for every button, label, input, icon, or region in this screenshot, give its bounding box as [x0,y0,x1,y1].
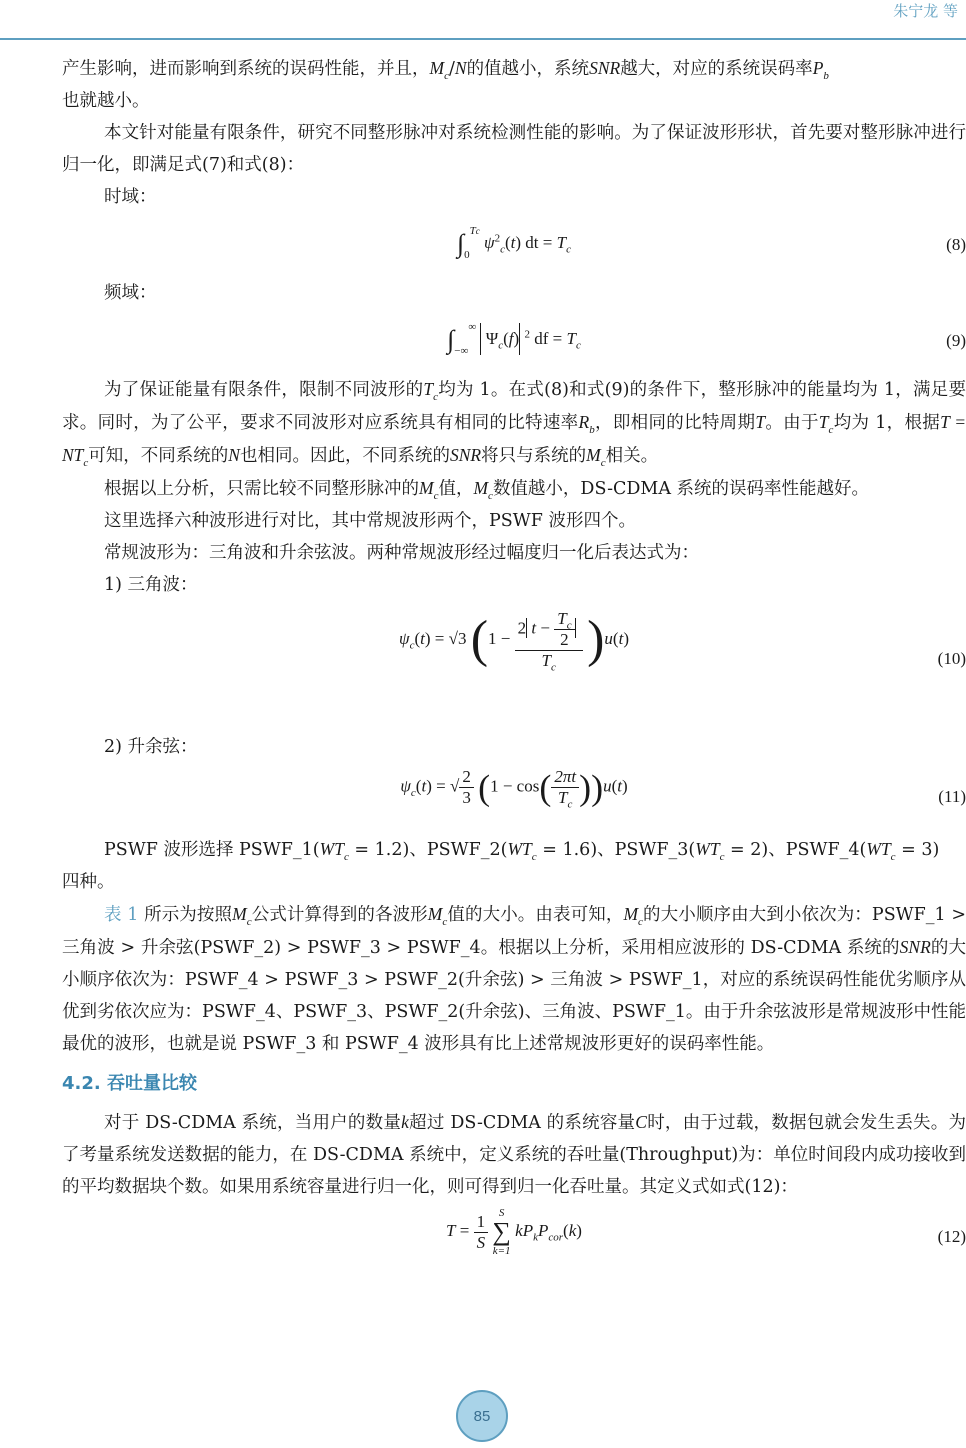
paragraph-6: 常规波形为：三角波和升余弦波。两种常规波形经过幅度归一化后表达式为： [104,543,699,563]
equation-8: $\int_0^{Tc}$ $\psi^2_c(t)$ dt = $T_c$ (8) [457,225,966,261]
equation-9: $\int_{-\infty}^\infty$ $\Psi_c(f)$ $^2$ df = $T_c$ (9) [447,321,966,357]
paragraph-1: 产生影响，进而影响到系统的误码性能，并且，$M_c/N$的值越小，系统SNR越大，对应的系统误码率$P_b$ 也就越小。 [62,58,829,111]
list-item-raised-cosine: 2) 升余弦： [104,737,198,757]
paragraph-9: 对于 DS-CDMA 系统，当用户的数量k超过 DS-CDMA 的系统容量C时，由于过载，数据包就会发生丢失。为了考量系统发送数据的能力，在 DS-CDMA 系统中，定义系统的吞吐量(Throughput)为：单位时间段内成功接收到的平均数据块个数。如果用系统容量进行归一化，则可得到归一化吞吐量。其定义式如式(12)： [62,1112,966,1197]
equation-10: $\psi_c(t) = √3$ (1 − 2 t − $\frac{T_c}{2}$ $T_c$ )u(t) (10) [399,609,966,674]
paragraph-2: 本文针对能量有限条件，研究不同整形脉冲对系统检测性能的影响。为了保证波形形状，首先要对整形脉冲进行归一化，即满足式(7)和式(8)： [62,123,966,175]
equation-11: $\psi_c(t)$ = √ $\frac{2}{3}$ (1 − cos( $\frac{2\pi t}{T_c}$ ))u(t) (11) [400,767,966,811]
list-item-triangle: 1) 三角波： [104,575,198,595]
freq-domain-label: 频域： [104,283,157,303]
equation-12: T = $\frac{1}{S}$ S ∑ k=1 $kP_kP_{cor}(k)$ (12) [446,1207,966,1257]
table-1-link[interactable]: 表 1 [104,905,139,925]
paragraph-8: 表 1 所示为按照$M_c$公式计算得到的各波形$M_c$值的大小。由表可知，$M_c$的大小顺序由大到小依次为：PSWF_1 > 三角波 > 升余弦(PSWF_2) > PSWF_3 > PSWF_4。根据以上分析，采用相应波形的 DS-CDMA 系统的SNR的大小顺序依次为：PSWF_4 > PSWF_3 > PSWF_2(升余弦) > 三角波 > PSWF_1，对应的系统误码性能优劣顺序从优到劣依次应为：PSWF_4、PSWF_3、PSWF_2(升余弦)、三角波、PSWF_1。由于升余弦波形是常规波形中性能最优的波形，也就是说 PSWF_3 和 PSWF_4 波形具有比上述常规波形更好的误码率性能。 [62,904,966,1054]
header-rule [0,38,966,40]
header-author: 朱宁龙 等 [893,2,958,20]
paragraph-3: 为了保证能量有限条件，限制不同波形的$T_c$均为 1。在式(8)和式(9)的条件下，整形脉冲的能量均为 1，满足要求。同时，为了公平，要求不同波形对应系统具有相同的比特速率$R_b$，即相同的比特周期T。由于$T_c$均为 1，根据$T = NT_c$可知，不同系统的N也相同。因此，不同系统的SNR将只与系统的$M_c$相关。 [62,379,966,469]
page-number-badge: 85 [456,1390,508,1442]
paragraph-7: PSWF 波形选择 $PSWF\_1(WT_c = 1.2)$、$PSWF\_2(WT_c = 1.6)$、$PSWF\_3(WT_c = 2)$、$PSWF\_4(WT_c = 3)$ 四种。 [62,839,940,892]
paragraph-5: 这里选择六种波形进行对比，其中常规波形两个，PSWF 波形四个。 [104,511,636,531]
page-content [62,52,966,1273]
section-title: 4.2. 吞吐量比较 [62,1073,197,1094]
time-domain-label: 时域： [104,187,157,207]
paragraph-4: 根据以上分析，只需比较不同整形脉冲的$M_c$值，$M_c$数值越小，DS-CDMA 系统的误码率性能越好。 [104,478,870,502]
